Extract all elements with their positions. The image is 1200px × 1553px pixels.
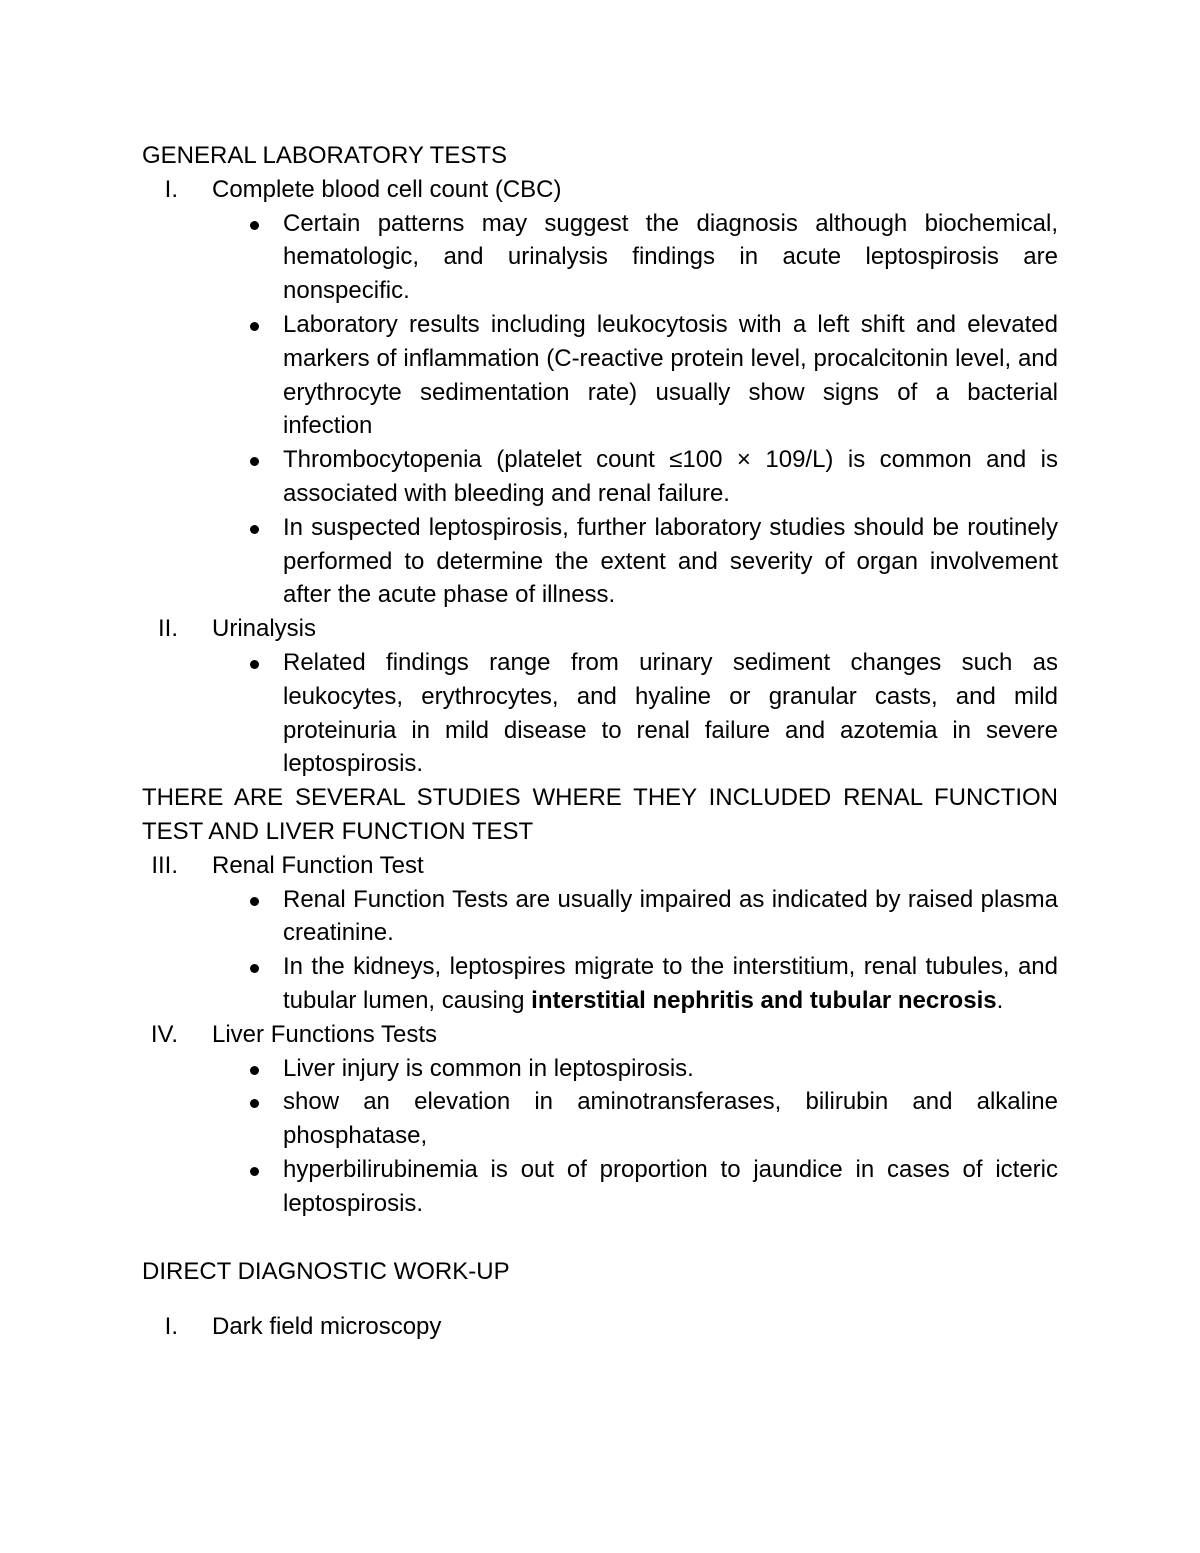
bullet-icon: [250, 964, 259, 973]
list-item: [142, 443, 1058, 511]
item-numeral: I.: [164, 175, 178, 203]
numbered-item-liver-function: [142, 1018, 1058, 1052]
section-heading-direct-diagnostic: DIRECT DIAGNOSTIC WORK-UP: [142, 1257, 510, 1285]
bullet-icon: [250, 1066, 259, 1075]
bullet-icon: [250, 525, 259, 534]
bullet-list-liver: [142, 1052, 1058, 1221]
bullet-text: Renal Function Tests are usually impaired as indicated by raised plasma creatinine.: [283, 885, 1058, 947]
bullet-icon: [250, 897, 259, 906]
item-title: Liver Functions Tests: [212, 1020, 437, 1048]
blank-line: [142, 1221, 1058, 1255]
bullet-icon: [250, 1167, 259, 1176]
item-numeral: IV.: [150, 1020, 178, 1048]
bullet-icon: [250, 457, 259, 466]
bullet-text: show an elevation in aminotransferases, bilirubin and alkaline phosphatase,: [283, 1088, 1058, 1150]
bullet-text: hyperbilirubinemia is out of proportion to jaundice in cases of icteric leptospirosis.: [283, 1155, 1058, 1217]
bullet-list-renal: [142, 883, 1058, 1018]
item-numeral: II.: [157, 615, 178, 643]
bullet-text: Related findings range from urinary sediment changes such as leukocytes, erythrocytes, and hyaline or granular casts, and mild proteinuria in mild disease to renal failure and azotemia in severe leptospirosis.: [283, 648, 1058, 778]
item-title: Complete blood cell count (CBC): [212, 175, 562, 203]
bullet-list-urinalysis: [142, 646, 1058, 781]
bullet-icon: [250, 1099, 259, 1108]
bullet-text: Laboratory results including leukocytosis with a left shift and elevated markers of inflammation (C-reactive protein level, procalcitonin level, and erythrocyte sedimentation rate) usually show signs of a bacterial infection: [283, 310, 1058, 440]
bullet-text: In suspected leptospirosis, further laboratory studies should be routinely performed to determine the extent and severity of organ involvement after the acute phase of illness.: [283, 513, 1058, 609]
bullet-list-cbc: [142, 207, 1058, 613]
bullet-text-after: .: [996, 986, 1004, 1014]
numbered-item-urinalysis: [142, 612, 1058, 646]
studies-note: THERE ARE SEVERAL STUDIES WHERE THEY INCLUDED RENAL FUNCTION TEST AND LIVER FUNCTION TEST: [142, 784, 1058, 845]
bullet-icon: [250, 322, 259, 331]
blank-line: [142, 1288, 1058, 1310]
item-numeral: I.: [164, 1313, 178, 1341]
list-item: [142, 883, 1058, 951]
numbered-item-dark-field: [142, 1310, 1058, 1344]
bullet-text-bold: interstitial nephritis and tubular necrosis: [531, 986, 997, 1014]
list-item: [142, 1153, 1058, 1221]
bullet-text: Liver injury is common in leptospirosis.: [283, 1054, 694, 1082]
bullet-icon: [250, 660, 259, 669]
numbered-item-renal-function: [142, 849, 1058, 883]
list-item: [142, 950, 1058, 1018]
item-title: Dark field microscopy: [212, 1313, 442, 1341]
item-title: Renal Function Test: [212, 851, 424, 879]
list-item: [142, 207, 1058, 308]
section-heading-general-lab-tests: GENERAL LABORATORY TESTS: [142, 142, 508, 169]
list-item: [142, 646, 1058, 781]
item-title: Urinalysis: [212, 615, 317, 643]
numbered-item-cbc: [142, 173, 1058, 207]
list-item: [142, 1052, 1058, 1086]
document-body: [142, 139, 1058, 1344]
list-item: [142, 511, 1058, 612]
list-item: [142, 308, 1058, 443]
list-item: [142, 1085, 1058, 1153]
bullet-text: Thrombocytopenia (platelet count ≤100 × 109/L) is common and is associated with bleeding and renal failure.: [283, 446, 1058, 507]
bullet-text: Certain patterns may suggest the diagnosis although biochemical, hematologic, and urinalysis findings in acute leptospirosis are nonspecific.: [283, 209, 1058, 305]
bullet-icon: [250, 221, 259, 230]
item-numeral: III.: [151, 851, 178, 879]
bullet-text-before: In the kidneys, leptospires migrate to the interstitium, renal tubules, and tubular lumen, causing: [283, 953, 1058, 1014]
